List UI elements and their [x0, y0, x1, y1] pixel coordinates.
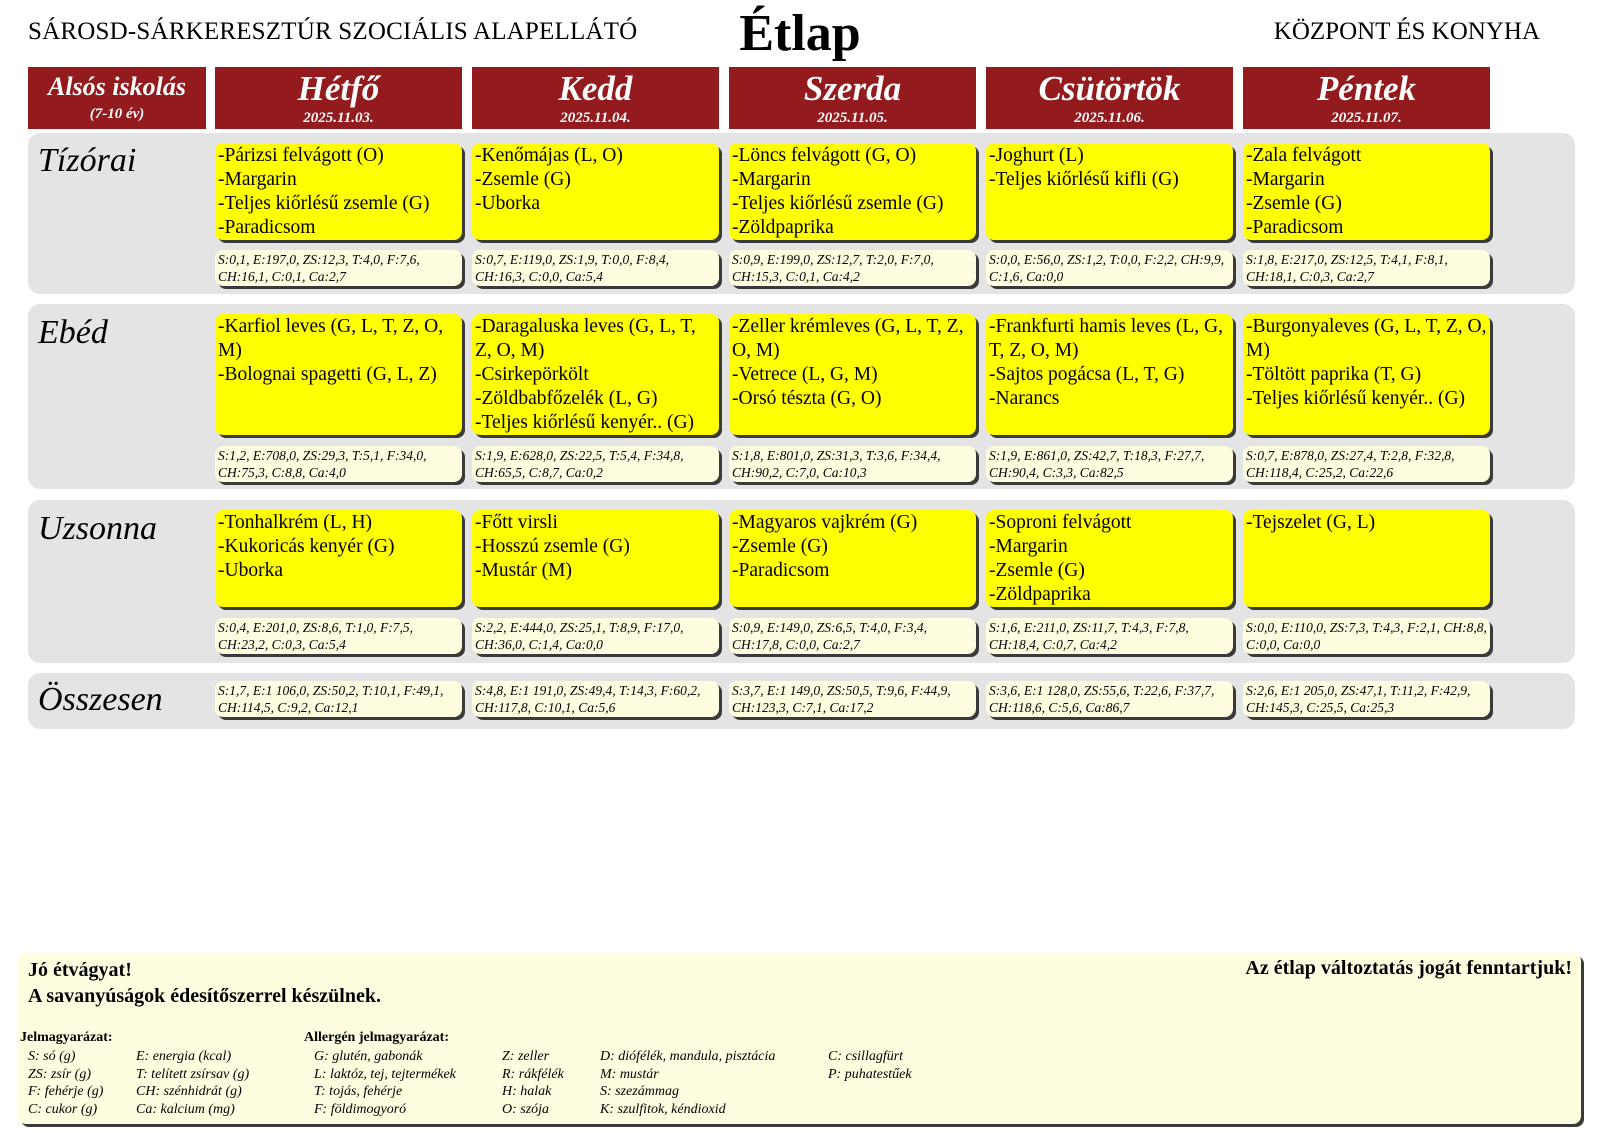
menu-cell: [215, 314, 462, 435]
day-date: 2025.11.07.: [1331, 110, 1402, 126]
allergen-item: P: puhatestűek: [828, 1066, 912, 1082]
menu-item: -Karfiol leves (G, L, T, Z, O, M): [218, 316, 444, 361]
menu-item: -Teljes kiőrlésű kenyér.. (G): [475, 412, 695, 433]
allergen-item: K: szulfitok, kéndioxid: [600, 1101, 726, 1117]
legend-item: S: só (g): [28, 1049, 76, 1064]
menu-item: -Narancs: [989, 388, 1060, 409]
menu-cell: [729, 510, 976, 607]
central-kitchen-label: KÖZPONT ÉS KONYHA: [1273, 18, 1540, 45]
category-header: [28, 67, 206, 129]
nutrition-info: S:2,2, E:444,0, ZS:25,1, T:8,9, F:17,0, CH:36,0, C:1,4, Ca:0,0: [472, 618, 719, 654]
menu-item: -Frankfurti hamis leves (L, G, T, Z, O, M): [989, 316, 1223, 361]
menu-item: -Főtt virsli: [475, 512, 558, 533]
menu-cell: [986, 314, 1233, 435]
menu-cell: [472, 143, 719, 240]
legend-item: CH: szénhidrát (g): [136, 1084, 242, 1099]
totals-label: Összesen: [38, 681, 163, 718]
menu-item: -Vetrece (L, G, M): [732, 364, 878, 385]
nutrition-info: S:0,0, E:110,0, ZS:7,3, T:4,3, F:2,1, CH:8,8, C:0,0, Ca:0,0: [1243, 618, 1490, 654]
menu-item: -Margarin: [1246, 169, 1325, 190]
menu-item: -Zsemle (G): [989, 560, 1085, 581]
menu-item: -Párizsi felvágott (O): [218, 145, 384, 166]
menu-item: -Tejszelet (G, L): [1246, 512, 1376, 533]
menu-cell: [986, 510, 1233, 607]
menu-item: -Paradicsom: [1246, 217, 1344, 238]
menu-item: -Kenőmájas (L, O): [475, 145, 623, 166]
meal-label: Uzsonna: [38, 510, 158, 547]
menu-item: -Daragaluska leves (G, L, T, Z, O, M): [475, 316, 696, 361]
menu-item: -Teljes kiőrlésű zsemle (G): [732, 193, 944, 214]
day-name: Kedd: [558, 69, 633, 108]
menu-item: -Margarin: [732, 169, 811, 190]
nutrition-info: S:0,4, E:201,0, ZS:8,6, T:1,0, F:7,5, CH:23,2, C:0,3, Ca:5,4: [215, 618, 462, 654]
menu-item: -Orsó tészta (G, O): [732, 388, 882, 409]
legend-item: Ca: kalcium (mg): [136, 1101, 235, 1117]
menu-cell: [1243, 314, 1490, 435]
nutrition-info: S:1,9, E:861,0, ZS:42,7, T:18,3, F:27,7, CH:90,4, C:3,3, Ca:82,5: [986, 446, 1233, 482]
legend-item: T: telített zsírsav (g): [136, 1066, 250, 1082]
day-date: 2025.11.05.: [817, 110, 888, 126]
totals-info: S:1,7, E:1 106,0, ZS:50,2, T:10,1, F:49,1, CH:114,5, C:9,2, Ca:12,1: [215, 681, 462, 717]
menu-item: -Zsemle (G): [732, 536, 828, 557]
menu-item: -Teljes kiőrlésű kifli (G): [989, 169, 1179, 190]
totals-info: S:2,6, E:1 205,0, ZS:47,1, T:11,2, F:42,9, CH:145,3, C:25,5, Ca:25,3: [1243, 681, 1490, 717]
menu-item: -Teljes kiőrlésű zsemle (G): [218, 193, 430, 214]
menu-item: -Teljes kiőrlésű kenyér.. (G): [1246, 388, 1466, 409]
allergen-column: [314, 1048, 456, 1118]
menu-item: -Mustár (M): [475, 560, 572, 581]
legend-title: Jelmagyarázat:: [20, 1030, 113, 1045]
page-title: Étlap: [739, 5, 861, 62]
nutrition-info: S:0,7, E:119,0, ZS:1,9, T:0,0, F:8,4, CH:16,3, C:0,0, Ca:5,4: [472, 250, 719, 286]
day-name: Csütörtök: [1038, 69, 1181, 108]
day-name: Szerda: [803, 69, 902, 108]
menu-item: -Töltött paprika (T, G): [1246, 364, 1422, 385]
day-date: 2025.11.04.: [560, 110, 631, 126]
menu-item: -Burgonyaleves (G, L, T, Z, O, M): [1246, 316, 1487, 361]
day-date: 2025.11.03.: [303, 110, 374, 126]
menu-cell: [1243, 510, 1490, 607]
menu-cell: [472, 314, 719, 435]
menu-item: -Zöldpaprika: [732, 217, 834, 238]
menu-item: -Hosszú zsemle (G): [475, 536, 630, 557]
day-date: 2025.11.06.: [1074, 110, 1145, 126]
menu-item: -Uborka: [475, 193, 540, 214]
allergen-item: D: diófélék, mandula, pisztácia: [600, 1049, 776, 1064]
allergen-item: Z: zeller: [502, 1049, 550, 1064]
menu-cell: [729, 143, 976, 240]
allergen-item: R: rákfélék: [502, 1066, 564, 1082]
legend-column: [28, 1048, 103, 1118]
nutrition-info: S:0,7, E:878,0, ZS:27,4, T:2,8, F:32,8, CH:118,4, C:25,2, Ca:22,6: [1243, 446, 1490, 482]
allergen-item: C: csillagfürt: [828, 1049, 904, 1064]
menu-cell: [472, 510, 719, 607]
menu-item: -Löncs felvágott (G, O): [732, 145, 917, 166]
category-age: (7-10 év): [89, 106, 145, 122]
allergen-column: [828, 1048, 912, 1083]
menu-cell: [1243, 143, 1490, 240]
day-header-friday: [1243, 67, 1490, 129]
nutrition-info: S:1,8, E:217,0, ZS:12,5, T:4,1, F:8,1, CH:18,1, C:0,3, Ca:2,7: [1243, 250, 1490, 286]
menu-item: -Zsemle (G): [1246, 193, 1342, 214]
organization-name: SÁROSD-SÁRKERESZTÚR SZOCIÁLIS ALAPELLÁTÓ: [28, 18, 638, 45]
menu-item: -Joghurt (L): [989, 145, 1084, 166]
day-header-wednesday: [729, 67, 976, 129]
footer-greeting-block: [28, 957, 381, 1009]
menu-item: -Kukoricás kenyér (G): [218, 536, 395, 557]
allergen-item: M: mustár: [600, 1066, 659, 1082]
allergen-item: T: tojás, fehérje: [314, 1084, 403, 1099]
greeting-text: Jó étvágyat!: [28, 959, 132, 981]
menu-item: -Bolognai spagetti (G, L, Z): [218, 364, 437, 385]
totals-info: S:4,8, E:1 191,0, ZS:49,4, T:14,3, F:60,2, CH:117,8, C:10,1, Ca:5,6: [472, 681, 719, 717]
allergen-item: O: szója: [502, 1101, 550, 1117]
menu-item: -Csirkepörkölt: [475, 364, 589, 385]
menu-item: -Zala felvágott: [1246, 145, 1362, 166]
totals-info: S:3,7, E:1 149,0, ZS:50,5, T:9,6, F:44,9, CH:123,3, C:7,1, Ca:17,2: [729, 681, 976, 717]
allergen-column: [502, 1048, 564, 1118]
menu-item: -Zöldpaprika: [989, 584, 1091, 605]
menu-cell: [215, 143, 462, 240]
nutrition-info: S:0,1, E:197,0, ZS:12,3, T:4,0, F:7,6, CH:16,1, C:0,1, Ca:2,7: [215, 250, 462, 286]
menu-item: -Tonhalkrém (L, H): [218, 512, 373, 533]
day-header-thursday: [986, 67, 1233, 129]
menu-item: -Uborka: [218, 560, 283, 581]
menu-item: -Soproni felvágott: [989, 512, 1132, 533]
legend-item: E: energia (kcal): [136, 1049, 232, 1064]
menu-item: -Margarin: [218, 169, 297, 190]
menu-item: -Sajtos pogácsa (L, T, G): [989, 364, 1185, 385]
day-header-monday: [215, 67, 462, 129]
menu-item: -Magyaros vajkrém (G): [732, 512, 918, 533]
nutrition-info: S:0,0, E:56,0, ZS:1,2, T:0,0, F:2,2, CH:9,9, C:1,6, Ca:0,0: [986, 250, 1233, 286]
nutrition-info: S:1,2, E:708,0, ZS:29,3, T:5,1, F:34,0, CH:75,3, C:8,8, Ca:4,0: [215, 446, 462, 482]
allergen-item: L: laktóz, tej, tejtermékek: [314, 1066, 456, 1082]
menu-cell: [986, 143, 1233, 240]
totals-info: S:3,6, E:1 128,0, ZS:55,6, T:22,6, F:37,7, CH:118,6, C:5,6, Ca:86,7: [986, 681, 1233, 717]
menu-item: -Zsemle (G): [475, 169, 571, 190]
nutrition-info: S:1,6, E:211,0, ZS:11,7, T:4,3, F:7,8, CH:18,4, C:0,7, Ca:4,2: [986, 618, 1233, 654]
day-header-tuesday: [472, 67, 719, 129]
allergen-legend-title: Allergén jelmagyarázat:: [304, 1030, 449, 1045]
menu-item: -Margarin: [989, 536, 1068, 557]
meal-label: Ebéd: [38, 314, 108, 351]
day-name: Hétfő: [297, 69, 380, 108]
sweetener-note: A savanyúságok édesítőszerrel készülnek.: [28, 985, 381, 1007]
menu-item: -Paradicsom: [732, 560, 830, 581]
legend-item: F: fehérje (g): [28, 1084, 104, 1099]
allergen-item: F: földimogyoró: [314, 1101, 407, 1117]
menu-cell: [729, 314, 976, 435]
menu-item: -Zöldbabfőzelék (L, G): [475, 388, 658, 409]
category-name: Alsós iskolás: [48, 72, 186, 101]
nutrition-info: S:0,9, E:199,0, ZS:12,7, T:2,0, F:7,0, CH:15,3, C:0,1, Ca:4,2: [729, 250, 976, 286]
legend-column: [136, 1048, 249, 1118]
allergen-item: S: szezámmag: [600, 1084, 679, 1099]
disclaimer-text: Az étlap változtatás jogát fenntartjuk!: [1245, 957, 1572, 979]
legend-item: C: cukor (g): [28, 1101, 98, 1117]
allergen-item: G: glutén, gabonák: [314, 1049, 423, 1064]
menu-cell: [215, 510, 462, 607]
nutrition-info: S:1,9, E:628,0, ZS:22,5, T:5,4, F:34,8, CH:65,5, C:8,7, Ca:0,2: [472, 446, 719, 482]
nutrition-info: S:0,9, E:149,0, ZS:6,5, T:4,0, F:3,4, CH:17,8, C:0,0, Ca:2,7: [729, 618, 976, 654]
allergen-item: H: halak: [502, 1084, 552, 1099]
day-name: Péntek: [1316, 69, 1417, 108]
nutrition-info: S:1,8, E:801,0, ZS:31,3, T:3,6, F:34,4, CH:90,2, C:7,0, Ca:10,3: [729, 446, 976, 482]
legend-item: ZS: zsír (g): [28, 1066, 92, 1082]
menu-item: -Zeller krémleves (G, L, T, Z, O, M): [732, 316, 964, 361]
allergen-column: [600, 1048, 775, 1118]
menu-item: -Paradicsom: [218, 217, 316, 238]
meal-label: Tízórai: [38, 142, 137, 179]
